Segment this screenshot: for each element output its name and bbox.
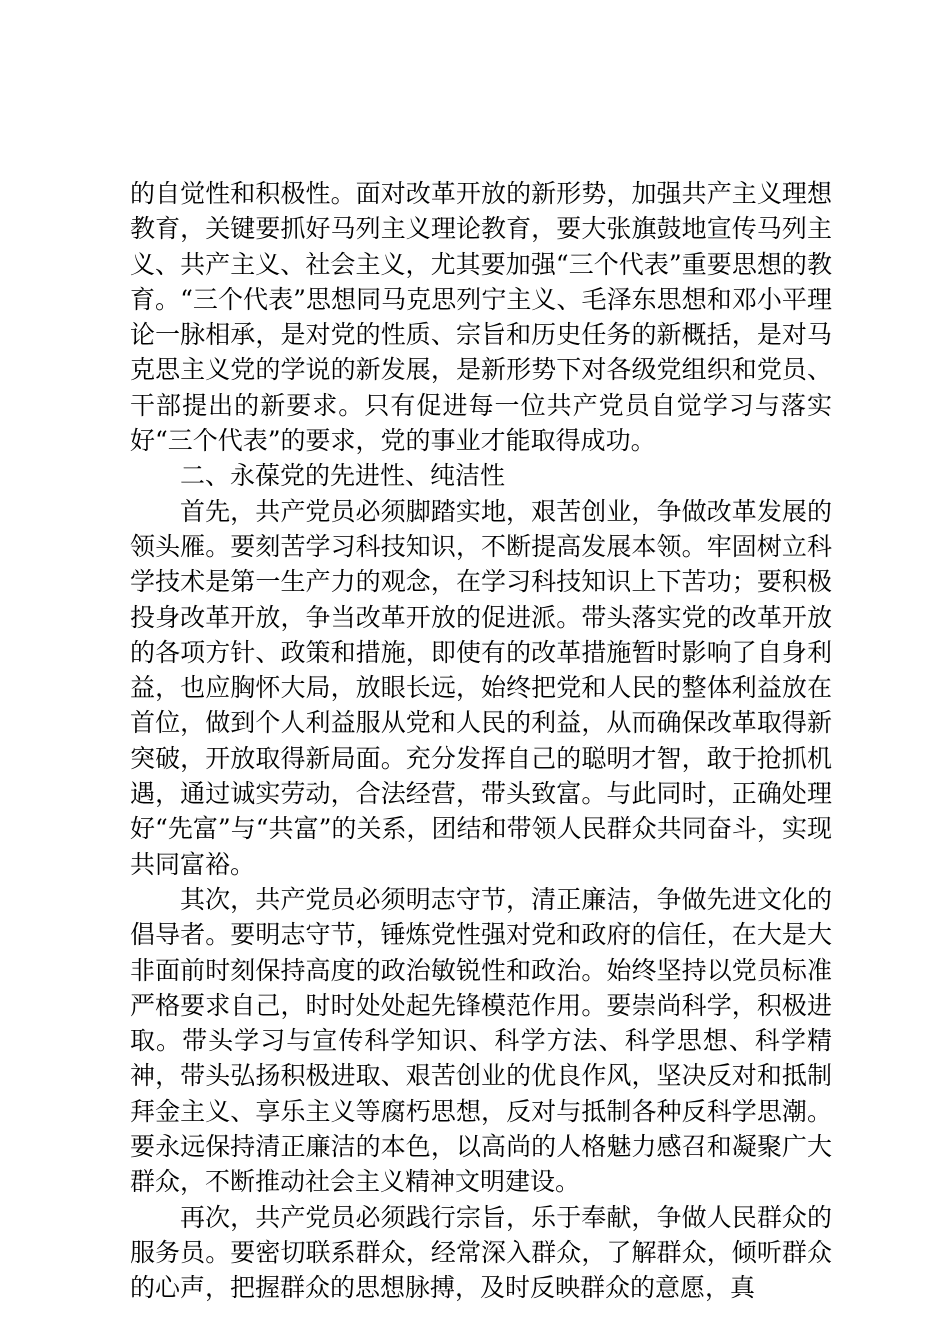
- paragraph-continuation: 的自觉性和积极性。面对改革开放的新形势，加强共产主义理想教育，关键要抓好马列主义理论教育，要大张旗鼓地宣传马列主义、共产主义、社会主义，尤其要加强“三个代表”重要思想的教育。“三个代表”思想同马克思列宁主义、毛泽东思想和邓小平理论一脉相承，是对党的性质、宗旨和历史任务的新概括，是对马克思主义党的学说的新发展，是新形势下对各级党组织和党员、干部提出的新要求。只有促进每一位共产党员自觉学习与落实好“三个代表”的要求，党的事业才能取得成功。: [130, 179, 832, 456]
- paragraph-second: 其次，共产党员必须明志守节，清正廉洁，争做先进文化的倡导者。要明志守节，锤炼党性强对党和政府的信任，在大是大非面前时刻保持高度的政治敏锐性和政治。始终坚持以党员标准严格要求自己，时时处处起先锋模范作用。要崇尚科学，积极进取。带头学习与宣传科学知识、科学方法、科学思想、科学精神，带头弘扬积极进取、艰苦创业的优良作风，坚决反对和抵制拜金主义、享乐主义等腐朽思想，反对与抵制各种反科学思潮。要永远保持清正廉洁的本色，以高尚的人格魅力感召和凝聚广大群众，不断推动社会主义精神文明建设。: [130, 884, 832, 1197]
- section-heading: 二、永葆党的先进性、纯洁性: [180, 461, 506, 491]
- paragraph-first: 首先，共产党员必须脚踏实地，艰苦创业，争做改革发展的领头雁。要刻苦学习科技知识，不断提高发展本领。牢固树立科学技术是第一生产力的观念，在学习科技知识上下苦功；要积极投身改革开放，争当改革开放的促进派。带头落实党的改革开放的各项方针、政策和措施，即使有的改革措施暂时影响了自身利益，也应胸怀大局，放眼长远，始终把党和人民的整体利益放在首位，做到个人利益服从党和人民的利益，从而确保改革取得新突破，开放取得新局面。充分发挥自己的聪明才智，敢于抢抓机遇，通过诚实劳动，合法经营，带头致富。与此同时，正确处理好“先富”与“共富”的关系，团结和带领人民群众共同奋斗，实现共同富裕。: [130, 496, 832, 879]
- paragraph-third: 再次，共产党员必须践行宗旨，乐于奉献，争做人民群众的服务员。要密切联系群众，经常深入群众，了解群众，倾听群众的心声，把握群众的思想脉搏，及时反映群众的意愿，真: [130, 1202, 832, 1303]
- document-page: [130, 176, 832, 1306]
